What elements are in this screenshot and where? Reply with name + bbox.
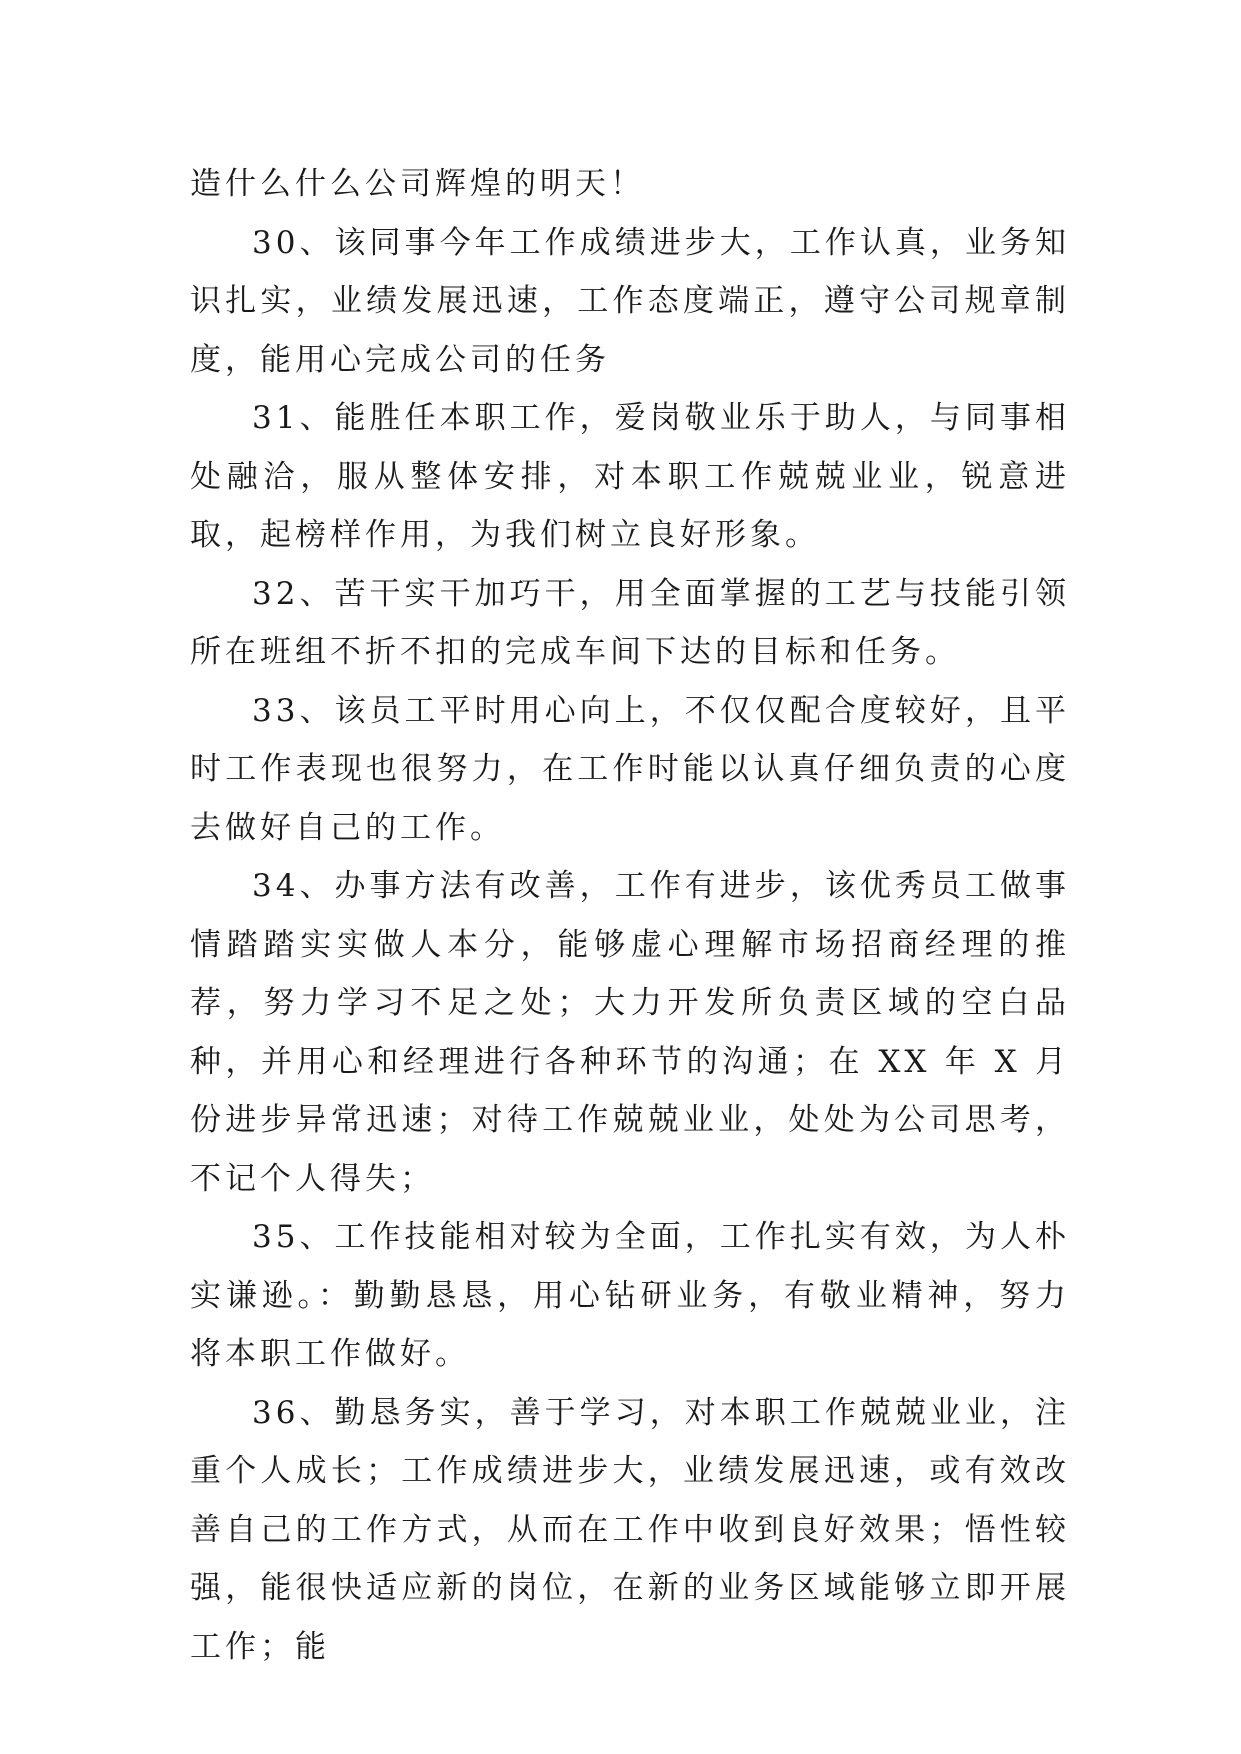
document-body: [190, 155, 1070, 1676]
paragraph-item-31: 31、能胜任本职工作，爱岗敬业乐于助人，与同事相处融洽，服从整体安排，对本职工作兢兢业业，锐意进取，起榜样作用，为我们树立良好形象。: [190, 400, 1070, 553]
paragraph-item-32: 32、苦干实干加巧干，用全面掌握的工艺与技能引领所在班组不折不扣的完成车间下达的目标和任务。: [190, 575, 1070, 670]
paragraph-item-35: 35、工作技能相对较为全面，工作扎实有效，为人朴实谦逊。：勤勤恳恳，用心钻研业务，有敬业精神，努力将本职工作做好。: [190, 1219, 1070, 1372]
paragraph-continuation: 造什么什么公司辉煌的明天！: [190, 166, 645, 202]
paragraph-item-30: 30、该同事今年工作成绩进步大，工作认真，业务知识扎实，业绩发展迅速，工作态度端正，遵守公司规章制度，能用心完成公司的任务: [190, 224, 1070, 378]
paragraph-item-36: 36、勤恳务实，善于学习，对本职工作兢兢业业，注重个人成长；工作成绩进步大，业绩发展迅速，或有效改善自己的工作方式，从而在工作中收到良好效果；悟性较强，能很快适应新的岗位，在新的业务区域能够立即开展工作；能: [190, 1394, 1070, 1665]
paragraph-item-33: 33、该员工平时用心向上，不仅仅配合度较好，且平时工作表现也很努力，在工作时能以认真仔细负责的心度去做好自己的工作。: [190, 692, 1070, 846]
paragraph-item-34: 34、办事方法有改善，工作有进步，该优秀员工做事情踏踏实实做人本分，能够虚心理解市场招商经理的推荐，努力学习不足之处；大力开发所负责区域的空白品种，并用心和经理进行各种环节的沟通；在 XX 年 X 月份进步异常迅速；对待工作兢兢业业，处处为公司思考，不记个人得失；: [190, 868, 1070, 1197]
